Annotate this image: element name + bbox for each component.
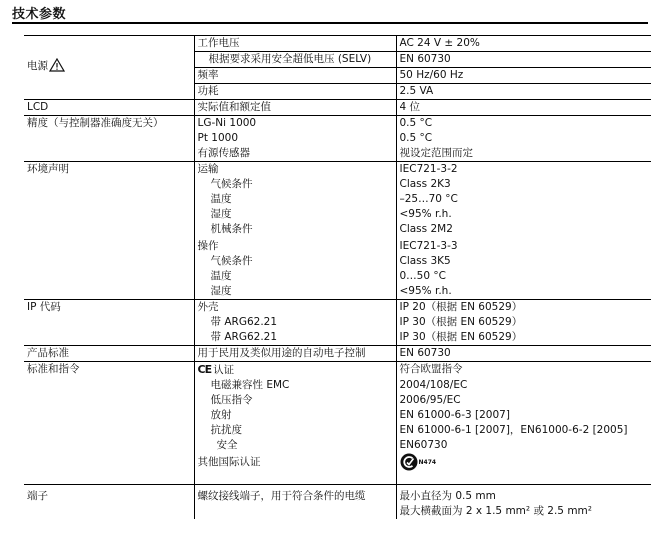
- value-cell: IP 30（根据 EN 60529）: [396, 315, 651, 330]
- param-cell: 功耗: [194, 84, 396, 100]
- ip-label: IP 代码: [24, 300, 194, 346]
- value-cell: Class 2K3: [396, 177, 651, 192]
- value-cell: 最小直径为 0.5 mm: [396, 485, 651, 505]
- table-row: [24, 100, 651, 116]
- param-cell: 低压指令: [194, 393, 396, 408]
- param-cell: 其他国际认证: [194, 453, 396, 485]
- standards-label: 标准和指令: [24, 362, 194, 485]
- table-row: [24, 162, 651, 178]
- value-cell: –25…70 °C: [396, 192, 651, 207]
- value-cell: IP 20（根据 EN 60529）: [396, 300, 651, 316]
- value-cell: EN 60730: [396, 52, 651, 68]
- value-cell: IEC721-3-2: [396, 162, 651, 178]
- product-standard-label: 产品标准: [24, 346, 194, 362]
- value-cell: Class 2M2: [396, 222, 651, 239]
- spec-table: [24, 35, 651, 519]
- param-cell: 气候条件: [194, 177, 396, 192]
- heading-rule: [12, 22, 648, 24]
- value-cell: Class 3K5: [396, 254, 651, 269]
- param-cell: 频率: [194, 68, 396, 84]
- value-cell: EN 60730: [396, 346, 651, 362]
- param-cell: 气候条件: [194, 254, 396, 269]
- accuracy-label: 精度（与控制器准确度无关）: [24, 116, 194, 162]
- value-cell: 2004/108/EC: [396, 378, 651, 393]
- param-cell: 外壳: [194, 300, 396, 316]
- param-cell: 温度: [194, 269, 396, 284]
- param-cell: 螺纹接线端子，用于符合条件的电缆: [194, 485, 396, 520]
- value-cell: 0.5 °C: [396, 131, 651, 146]
- param-cell: 机械条件: [194, 222, 396, 239]
- param-cell: 电磁兼容性 EMC: [194, 378, 396, 393]
- param-cell: 运输: [194, 162, 396, 178]
- value-cell: 50 Hz/60 Hz: [396, 68, 651, 84]
- value-cell: 0.5 °C: [396, 116, 651, 132]
- value-cell: [396, 453, 651, 485]
- param-cell: 安全: [194, 438, 396, 453]
- warning-icon: [49, 58, 65, 77]
- param-cell: 带 ARG62.21: [194, 315, 396, 330]
- param-cell: 湿度: [194, 207, 396, 222]
- param-cell: 用于民用及类似用途的自动电子控制: [194, 346, 396, 362]
- value-cell: AC 24 V ± 20%: [396, 36, 651, 52]
- value-cell: 2006/95/EC: [396, 393, 651, 408]
- value-cell: EN 61000-6-1 [2007]，EN61000-6-2 [2005]: [396, 423, 651, 438]
- param-cell: Pt 1000: [194, 131, 396, 146]
- param-cell: 操作: [194, 239, 396, 254]
- param-cell: 温度: [194, 192, 396, 207]
- param-cell: 带 ARG62.21: [194, 330, 396, 346]
- value-cell: 最大横截面为 2 x 1.5 mm² 或 2.5 mm²: [396, 504, 651, 519]
- param-cell: LG-Ni 1000: [194, 116, 396, 132]
- table-row: [24, 116, 651, 132]
- param-cell: 抗扰度: [194, 423, 396, 438]
- page-heading: 技术参数: [12, 7, 67, 22]
- value-cell: IEC721-3-3: [396, 239, 651, 254]
- param-cell: 根据要求采用安全超低电压 (SELV): [194, 52, 396, 68]
- param-cell: 实际值和额定值: [194, 100, 396, 116]
- c-tick-code: N474: [418, 458, 437, 466]
- value-cell: EN60730: [396, 438, 651, 453]
- value-cell: 2.5 VA: [396, 84, 651, 100]
- c-tick-mark: [400, 453, 437, 471]
- param-cell: 放射: [194, 408, 396, 423]
- table-row: [24, 362, 651, 379]
- table-row: [24, 300, 651, 316]
- power-label-cell: [24, 36, 194, 100]
- param-cell: 湿度: [194, 284, 396, 300]
- ce-mark-icon: CE: [197, 363, 212, 376]
- environment-label: 环境声明: [24, 162, 194, 300]
- table-row: [24, 346, 651, 362]
- param-cell: 工作电压: [194, 36, 396, 52]
- power-label: 电源: [27, 60, 48, 72]
- value-cell: 视设定范围而定: [396, 146, 651, 162]
- value-cell: IP 30（根据 EN 60529）: [396, 330, 651, 346]
- c-tick-icon: [400, 453, 418, 471]
- terminals-label: 端子: [27, 490, 48, 502]
- table-row: [24, 36, 651, 52]
- value-cell: <95% r.h.: [396, 207, 651, 222]
- lcd-label: LCD: [24, 100, 194, 116]
- param-text: 认证: [213, 364, 235, 376]
- value-cell: <95% r.h.: [396, 284, 651, 300]
- value-cell: 符合欧盟指令: [396, 362, 651, 379]
- table-row: [24, 485, 651, 505]
- value-cell: 4 位: [396, 100, 651, 116]
- param-cell: 有源传感器: [194, 146, 396, 162]
- param-cell: [194, 362, 396, 379]
- value-cell: 0…50 °C: [396, 269, 651, 284]
- value-cell: EN 61000-6-3 [2007]: [396, 408, 651, 423]
